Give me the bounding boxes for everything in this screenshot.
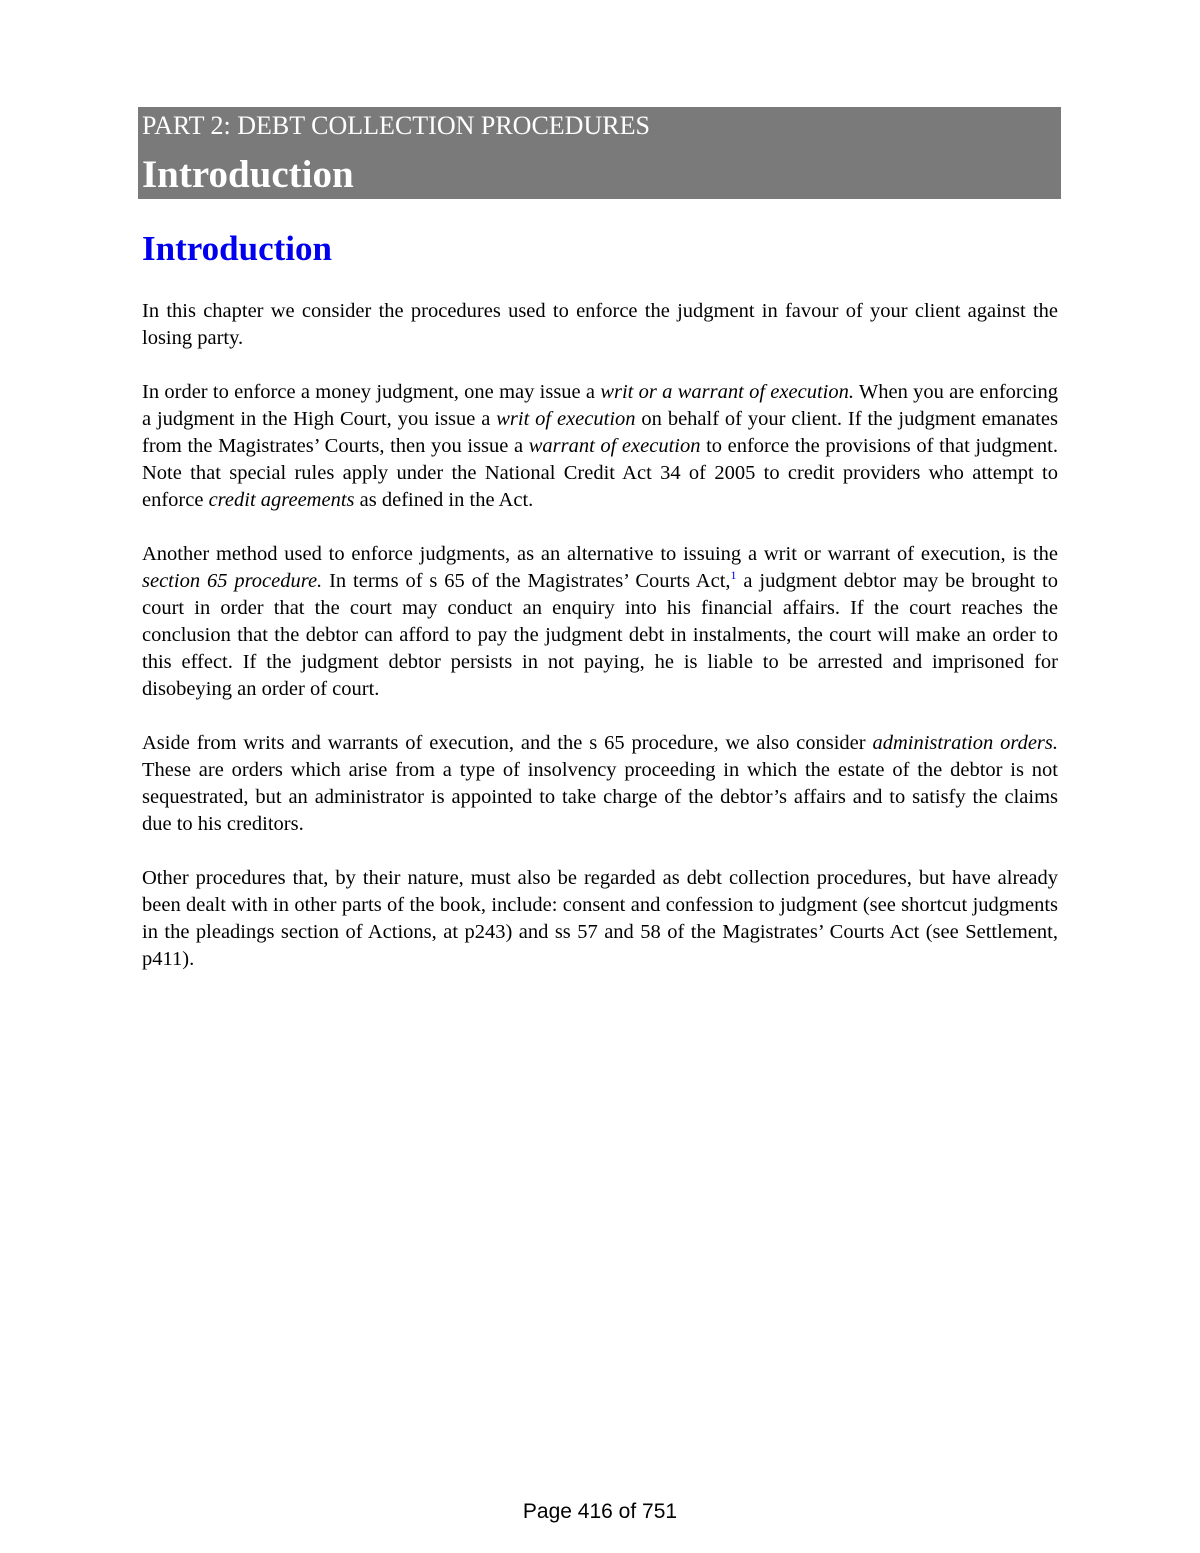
chapter-title: Introduction: [142, 153, 354, 196]
p4-text-2: These are orders which arise from a type of insolvency proceeding in which the estate of the debtor is not sequestrated, but an administrator is appointed to take charge of the debtor’s affairs and to satisfy the claims due to his creditors.: [142, 759, 1058, 835]
p2-text-4: to enforce the provisions of that judgment. Note that special rules apply under the National Credit Act 34 of 2005 to credit providers who attempt to enforce: [142, 435, 1058, 511]
p2-italic-writ-of-execution: writ of execution: [496, 408, 636, 430]
p2-italic-warrant-of-execution: warrant of execution: [528, 435, 701, 457]
p2-text-2: When you are enforcing a judgment in the High Court, you issue a: [142, 381, 1059, 430]
p3-text-3: a judgment debtor may be brought to court in order that the court may conduct an enquiry into his financial affairs. If the court reaches the conclusion that the debtor can afford to pay the judgment debt in instalments, the court will make an order to this effect. If the judgment debtor persists in not paying, he is liable to be arrested and imprisoned for disobeying an order of court.: [142, 570, 1058, 700]
p2-text-1: In order to enforce a money judgment, one may issue a: [142, 381, 601, 403]
p4-italic-administration-orders: administration orders.: [872, 732, 1058, 754]
p2-italic-writ-or-warrant: writ or a warrant of execution.: [600, 381, 854, 403]
paragraph-1: In this chapter we consider the procedures used to enforce the judgment in favour of your client against the losing party.: [142, 300, 1058, 349]
paragraph-3: [142, 541, 1058, 703]
chapter-header: [138, 107, 1061, 199]
p2-text-5: as defined in the Act.: [354, 489, 534, 511]
p2-italic-credit-agreements: credit agreements: [208, 489, 355, 511]
paragraph-5: Other procedures that, by their nature, must also be regarded as debt collection procedures, but have already been dealt with in other parts of the book, include: consent and confession to judgment (see shortcut judgments in the pleadings section of Actions, at p243) and ss 57 and 58 of the Magistrates’ Courts Act (see Settlement, p411).: [142, 867, 1058, 970]
footnote-ref-link[interactable]: 1: [730, 568, 737, 583]
part-label: PART 2: DEBT COLLECTION PROCEDURES: [142, 111, 650, 140]
paragraph-4: [142, 730, 1058, 838]
p3-text-1: Another method used to enforce judgments, as an alternative to issuing a writ or warrant of execution, is the: [142, 543, 1058, 565]
p3-text-2: In terms of s 65 of the Magistrates’ Courts Act,: [322, 570, 731, 592]
p2-text-3: on behalf of your client. If the judgment emanates from the Magistrates’ Courts, then you issue a: [142, 408, 1058, 457]
section-heading: Introduction: [142, 229, 332, 268]
body-text: [142, 298, 1058, 1000]
p4-text-1: Aside from writs and warrants of execution, and the s 65 procedure, we also consider: [142, 732, 873, 754]
paragraph-2: [142, 379, 1058, 514]
page-number: Page 416 of 751: [522, 1500, 678, 1523]
p3-italic-section-65: section 65 procedure.: [142, 570, 323, 592]
